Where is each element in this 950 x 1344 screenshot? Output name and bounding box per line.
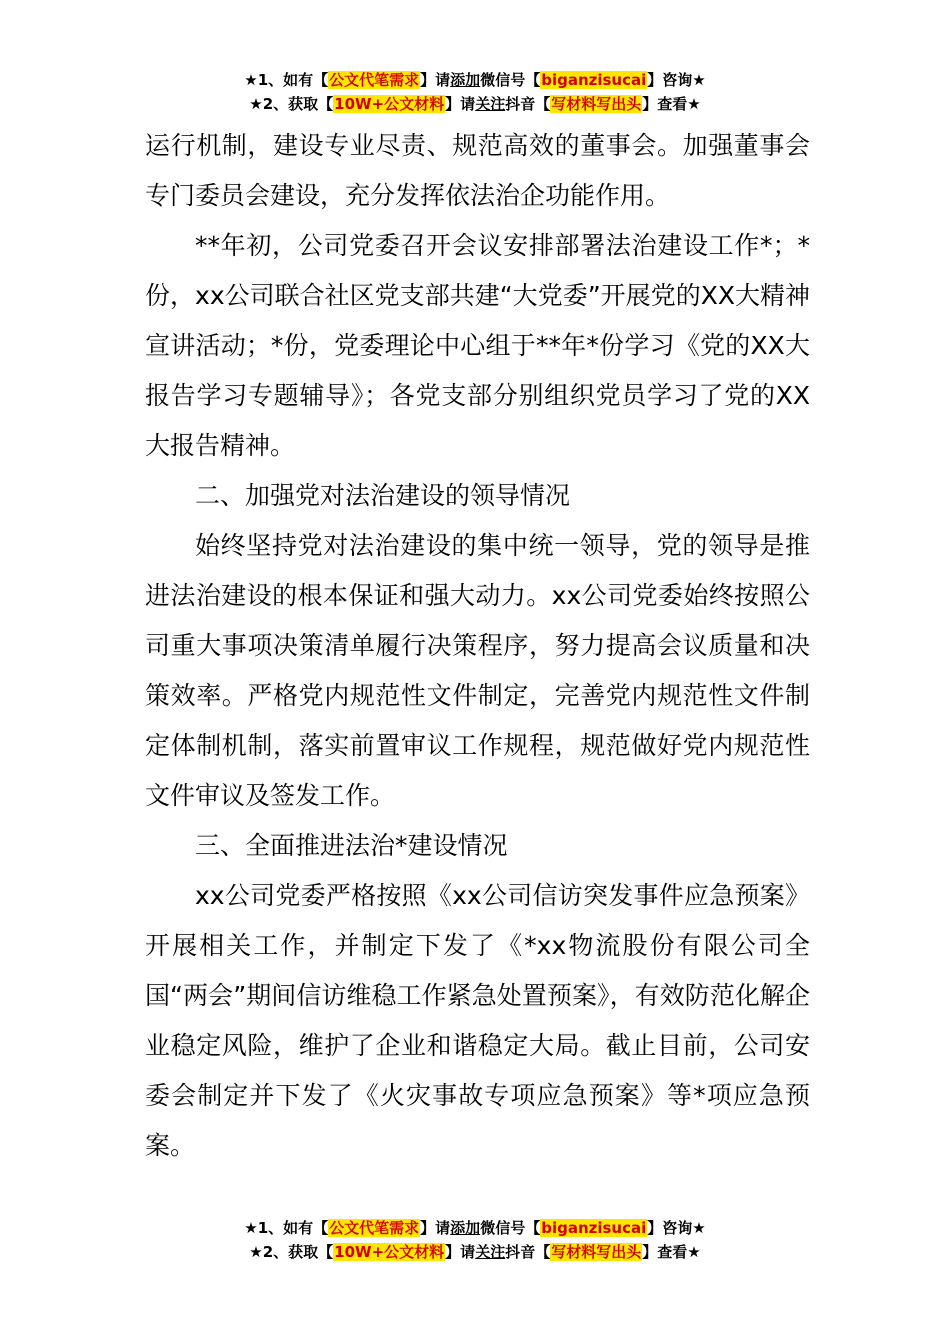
star-icon: ★ bbox=[687, 1243, 701, 1261]
highlight-service: 公文代笔需求 bbox=[329, 1219, 420, 1237]
banner-line-1: ★1、如有【公文代笔需求】请添加微信号【biganzisucai】咨询★ bbox=[244, 71, 706, 89]
star-icon: ★ bbox=[244, 71, 258, 89]
star-icon: ★ bbox=[692, 71, 706, 89]
highlight-douyin: 写材料写出头 bbox=[551, 1243, 642, 1261]
highlight-douyin: 写材料写出头 bbox=[551, 95, 642, 113]
star-icon: ★ bbox=[687, 95, 701, 113]
star-icon: ★ bbox=[692, 1219, 706, 1237]
banner-line-2: ★2、获取【10W+公文材料】请关注抖音【写材料写出头】查看★ bbox=[249, 1243, 701, 1261]
paragraph: **年初，公司党委召开会议安排部署法治建设工作*；*份，xx公司联合社区党支部共建“大党委”开展党的XX大精神宣讲活动；*份，党委理论中心组于**年*份学习《党的XX大报告学习专题辅导》；各党支部分别组织党员学习了党的XX大报告精神。 bbox=[145, 231, 810, 460]
highlight-service: 公文代笔需求 bbox=[329, 71, 420, 89]
star-icon: ★ bbox=[249, 1243, 263, 1261]
highlight-materials: 10W+公文材料 bbox=[334, 1243, 445, 1261]
footer-banner bbox=[0, 1216, 950, 1264]
header-banner bbox=[0, 68, 950, 116]
section-heading: 三、全面推进法治*建设情况 bbox=[195, 831, 508, 860]
paragraph: 始终坚持党对法治建设的集中统一领导，党的领导是推进法治建设的根本保证和强大动力。xx公司党委始终按照公司重大事项决策清单履行决策程序，努力提高会议质量和决策效率。严格党内规范性文件制定，完善党内规范性文件制定体制机制，落实前置审议工作规程，规范做好党内规范性文件审议及签发工作。 bbox=[145, 531, 810, 810]
paragraph-continuation: 运行机制，建设专业尽责、规范高效的董事会。加强董事会专门委员会建设，充分发挥依法治企功能作用。 bbox=[145, 131, 810, 210]
highlight-wechat-id: biganzisucai bbox=[541, 1219, 647, 1237]
star-icon: ★ bbox=[244, 1219, 258, 1237]
paragraph: xx公司党委严格按照《xx公司信访突发事件应急预案》开展相关工作，并制定下发了《*xx物流股份有限公司全国“两会”期间信访维稳工作紧急处置预案》，有效防范化解企业稳定风险，维护了企业和谐稳定大局。截止目前，公司安委会制定并下发了《火灾事故专项应急预案》等*项应急预案。 bbox=[145, 881, 810, 1160]
banner-line-1: ★1、如有【公文代笔需求】请添加微信号【biganzisucai】咨询★ bbox=[244, 1219, 706, 1237]
document-body bbox=[145, 121, 810, 1171]
highlight-materials: 10W+公文材料 bbox=[334, 95, 445, 113]
highlight-wechat-id: biganzisucai bbox=[541, 71, 647, 89]
banner-line-2: ★2、获取【10W+公文材料】请关注抖音【写材料写出头】查看★ bbox=[249, 95, 701, 113]
section-heading: 二、加强党对法治建设的领导情况 bbox=[195, 481, 571, 510]
star-icon: ★ bbox=[249, 95, 263, 113]
